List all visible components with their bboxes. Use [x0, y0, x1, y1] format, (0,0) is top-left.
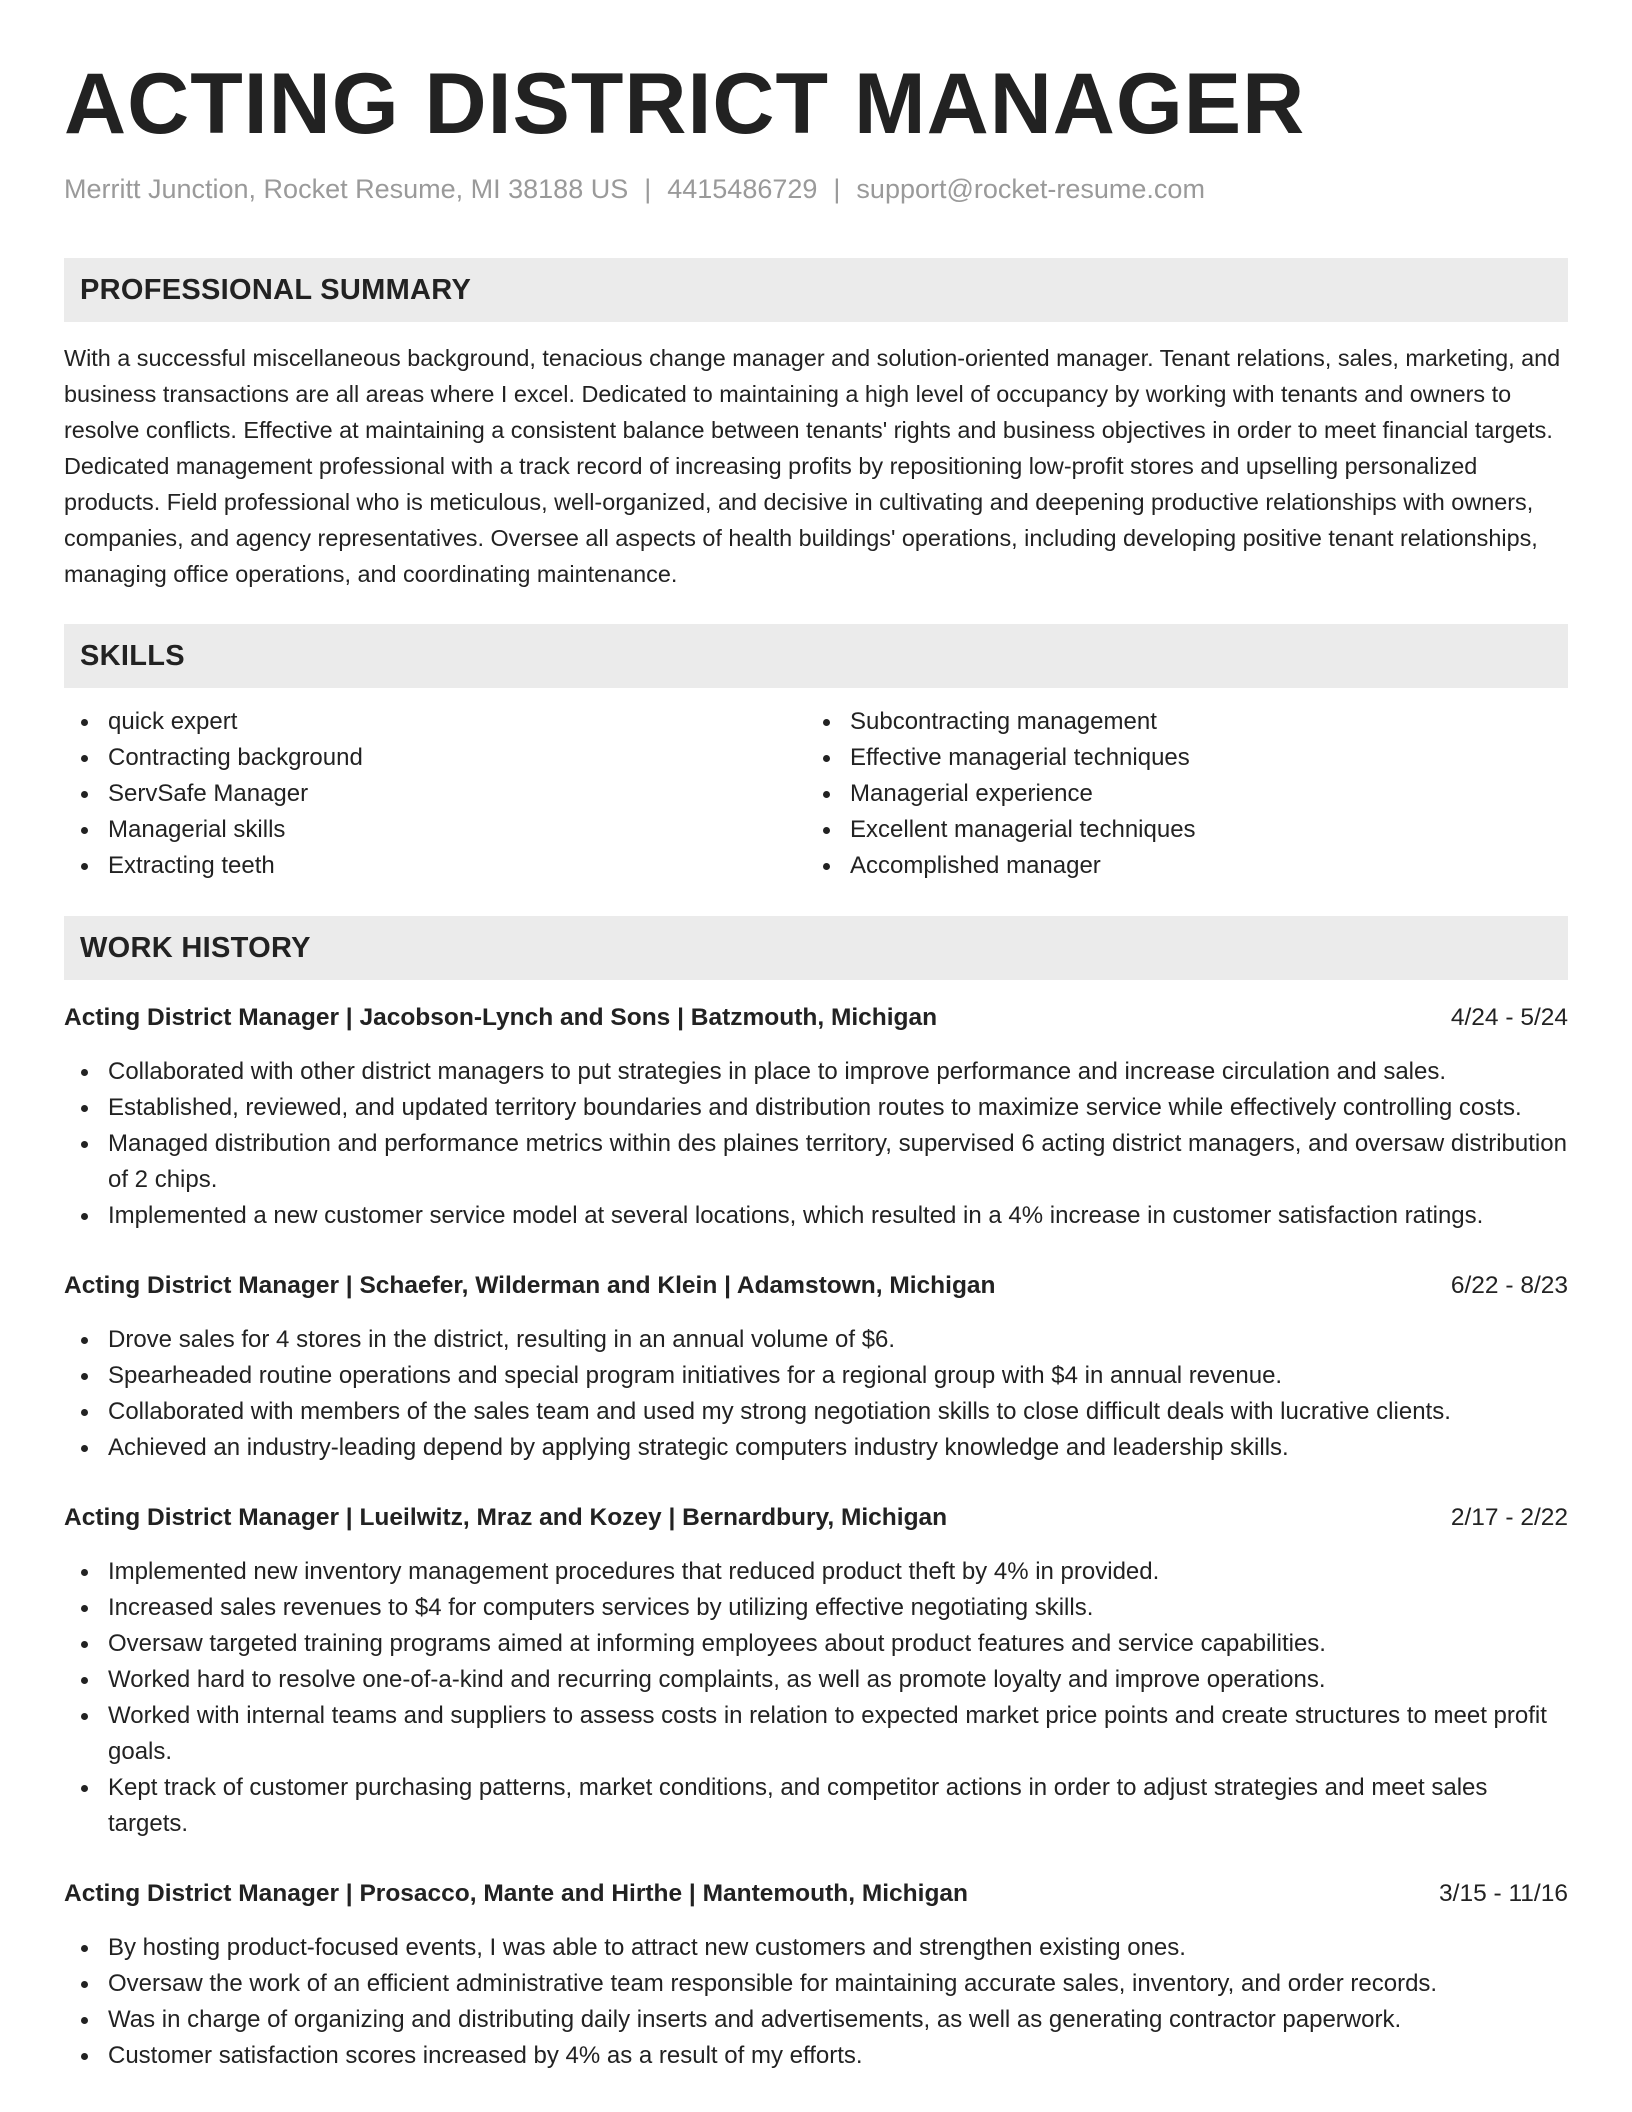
job-bullet: Worked hard to resolve one-of-a-kind and recurring complaints, as well as promote loyalty and improve operations.	[64, 1662, 1568, 1698]
job-entry	[64, 1000, 1568, 1234]
job-bullet: Achieved an industry-leading depend by applying strategic computers industry knowledge and leadership skills.	[64, 1430, 1568, 1466]
job-bullets	[64, 1054, 1568, 1234]
job-dates: 3/15 - 11/16	[1439, 1880, 1568, 1907]
skill-item: Accomplished manager	[806, 848, 1548, 884]
contact-phone: 4415486729	[667, 174, 818, 204]
skill-item: Effective managerial techniques	[806, 740, 1548, 776]
job-dates: 6/22 - 8/23	[1450, 1272, 1568, 1299]
skills-column-left	[64, 704, 806, 884]
job-bullet: Spearheaded routine operations and special program initiatives for a regional group with $4 in annual revenue.	[64, 1358, 1568, 1394]
job-bullet: Oversaw targeted training programs aimed at informing employees about product features and service capabilities.	[64, 1626, 1568, 1662]
job-header	[64, 1268, 1568, 1304]
work-history-heading: WORK HISTORY	[64, 916, 1568, 980]
resume-name: ACTING DISTRICT MANAGER	[64, 56, 1306, 152]
contact-address: Merritt Junction, Rocket Resume, MI 38188 US	[64, 174, 629, 204]
job-bullet: By hosting product-focused events, I was able to attract new customers and strengthen existing ones.	[64, 1930, 1568, 1966]
job-dates: 2/17 - 2/22	[1450, 1504, 1568, 1531]
job-bullet: Oversaw the work of an efficient administrative team responsible for maintaining accurate sales, inventory, and order records.	[64, 1966, 1568, 2002]
job-bullet: Customer satisfaction scores increased by 4% as a result of my efforts.	[64, 2038, 1568, 2074]
job-bullet: Drove sales for 4 stores in the district, resulting in an annual volume of $6.	[64, 1322, 1568, 1358]
job-header	[64, 1500, 1568, 1536]
job-bullet: Worked with internal teams and suppliers to assess costs in relation to expected market price points and create structures to meet profit goals.	[64, 1698, 1568, 1770]
job-bullet: Collaborated with other district managers to put strategies in place to improve performance and increase circulation and sales.	[64, 1054, 1568, 1090]
job-bullet: Implemented new inventory management procedures that reduced product theft by 4% in provided.	[64, 1554, 1568, 1590]
contact-email: support@rocket-resume.com	[856, 174, 1205, 204]
skill-item: quick expert	[64, 704, 806, 740]
job-entry	[64, 1876, 1568, 2074]
skill-item: Managerial skills	[64, 812, 806, 848]
skill-item: ServSafe Manager	[64, 776, 806, 812]
skill-item: Excellent managerial techniques	[806, 812, 1548, 848]
job-bullet: Established, reviewed, and updated territory boundaries and distribution routes to maximize service while effectively controlling costs.	[64, 1090, 1568, 1126]
job-entry	[64, 1500, 1568, 1842]
job-bullet: Increased sales revenues to $4 for computers services by utilizing effective negotiating skills.	[64, 1590, 1568, 1626]
job-bullets	[64, 1930, 1568, 2074]
skill-item: Subcontracting management	[806, 704, 1548, 740]
job-header	[64, 1876, 1568, 1912]
skills-column-right	[806, 704, 1548, 884]
summary-text: With a successful miscellaneous background, tenacious change manager and solution-oriented manager. Tenant relations, sales, marketing, and business transactions are all areas where I excel. Dedicated to maintaining a high level of occupancy by working with tenants and owners to resolve conflicts. Effective at maintaining a consistent balance between tenants' rights and business objectives in order to meet financial targets. Dedicated management professional with a track record of increasing profits by repositioning low-profit stores and upselling personalized products. Field professional who is meticulous, well-organized, and decisive in cultivating and deepening productive relationships with owners, companies, and agency representatives. Oversee all aspects of health buildings' operations, including developing positive tenant relationships, managing office operations, and coordinating maintenance.	[64, 345, 1561, 587]
job-bullet: Kept track of customer purchasing patterns, market conditions, and competitor actions in order to adjust strategies and meet sales targets.	[64, 1770, 1568, 1842]
job-dates: 4/24 - 5/24	[1450, 1004, 1568, 1031]
job-title: Acting District Manager | Schaefer, Wilderman and Klein | Adamstown, Michigan	[64, 1272, 996, 1299]
job-bullets	[64, 1554, 1568, 1842]
skills-list	[64, 704, 1568, 884]
job-header	[64, 1000, 1568, 1036]
job-bullet: Implemented a new customer service model at several locations, which resulted in a 4% increase in customer satisfaction ratings.	[64, 1198, 1568, 1234]
summary-heading: PROFESSIONAL SUMMARY	[64, 258, 1568, 322]
contact-separator: |	[644, 174, 652, 204]
skills-heading: SKILLS	[64, 624, 1568, 688]
contact-separator: |	[833, 174, 841, 204]
job-title: Acting District Manager | Jacobson-Lynch and Sons | Batzmouth, Michigan	[64, 1004, 938, 1031]
job-entry	[64, 1268, 1568, 1466]
skill-item: Contracting background	[64, 740, 806, 776]
skill-item: Extracting teeth	[64, 848, 806, 884]
contact-line	[64, 172, 1568, 206]
job-bullet: Collaborated with members of the sales team and used my strong negotiation skills to close difficult deals with lucrative clients.	[64, 1394, 1568, 1430]
job-bullets	[64, 1322, 1568, 1466]
job-title: Acting District Manager | Lueilwitz, Mraz and Kozey | Bernardbury, Michigan	[64, 1504, 948, 1531]
job-bullet: Was in charge of organizing and distributing daily inserts and advertisements, as well as generating contractor paperwork.	[64, 2002, 1568, 2038]
job-title: Acting District Manager | Prosacco, Mante and Hirthe | Mantemouth, Michigan	[64, 1880, 968, 1907]
skill-item: Managerial experience	[806, 776, 1548, 812]
job-bullet: Managed distribution and performance metrics within des plaines territory, supervised 6 acting district managers, and oversaw distribution of 2 chips.	[64, 1126, 1568, 1198]
